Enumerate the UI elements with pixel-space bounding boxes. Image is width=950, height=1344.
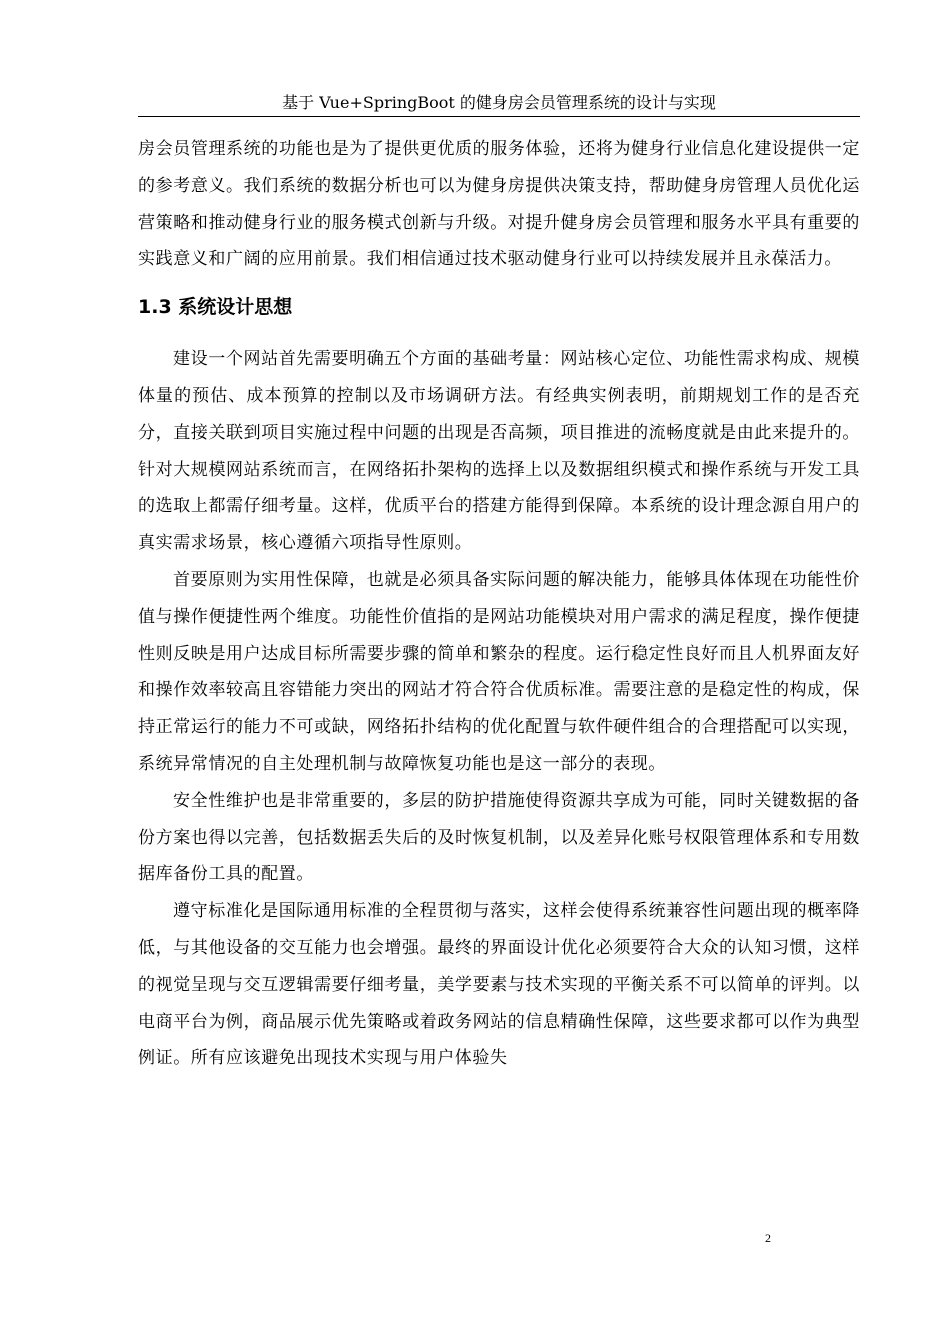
running-header: [138, 90, 860, 117]
body-paragraph-4: 遵守标准化是国际通用标准的全程贯彻与落实，这样会使得系统兼容性问题出现的概率降低，与其他设备的交互能力也会增强。最终的界面设计优化必须要符合大众的认知习惯，这样的视觉呈现与交互逻辑需要仔细考量，美学要素与技术实现的平衡关系不可以简单的评判。以电商平台为例，商品展示优先策略或着政务网站的信息精确性保障，这些要求都可以作为典型例证。所有应该避免出现技术实现与用户体验失: [138, 901, 860, 1069]
body-paragraph-1: 建设一个网站首先需要明确五个方面的基础考量：网站核心定位、功能性需求构成、规模体量的预估、成本预算的控制以及市场调研方法。有经典实例表明，前期规划工作的是否充分，直接关联到项目实施过程中问题的出现是否高频，项目推进的流畅度就是由此来提升的。针对大规模网站系统而言，在网络拓扑架构的选择上以及数据组织模式和操作系统与开发工具的选取上都需仔细考量。这样，优质平台的搭建方能得到保障。本系统的设计理念源自用户的真实需求场景，核心遵循六项指导性原则。: [138, 349, 860, 554]
section-heading: 1.3 系统设计思想: [138, 296, 293, 319]
running-header-title: 基于 Vue+SpringBoot 的健身房会员管理系统的设计与实现: [282, 93, 716, 112]
page-number: 2: [765, 1231, 771, 1245]
page-body: [138, 131, 860, 1077]
body-paragraph-2: 首要原则为实用性保障，也就是必须具备实际问题的解决能力，能够具体体现在功能性价值与操作便捷性两个维度。功能性价值指的是网站功能模块对用户需求的满足程度，操作便捷性则反映是用户达成目标所需要步骤的简单和繁杂的程度。运行稳定性良好而且人机界面友好和操作效率较高且容错能力突出的网站才符合符合优质标准。需要注意的是稳定性的构成，保持正常运行的能力不可或缺，网络拓扑结构的优化配置与软件硬件组合的合理搭配可以实现，系统异常情况的自主处理机制与故障恢复功能也是这一部分的表现。: [138, 569, 860, 774]
continued-paragraph: 房会员管理系统的功能也是为了提供更优质的服务体验，还将为健身行业信息化建设提供一定的参考意义。我们系统的数据分析也可以为健身房提供决策支持，帮助健身房管理人员优化运营策略和推动健身行业的服务模式创新与升级。对提升健身房会员管理和服务水平具有重要的实践意义和广阔的应用前景。我们相信通过技术驱动健身行业可以持续发展并且永葆活力。: [138, 139, 860, 270]
page-footer: [0, 1230, 778, 1246]
body-paragraph-3: 安全性维护也是非常重要的，多层的防护措施使得资源共享成为可能，同时关键数据的备份方案也得以完善，包括数据丢失后的及时恢复机制，以及差异化账号权限管理体系和专用数据库备份工具的配置。: [138, 790, 860, 885]
